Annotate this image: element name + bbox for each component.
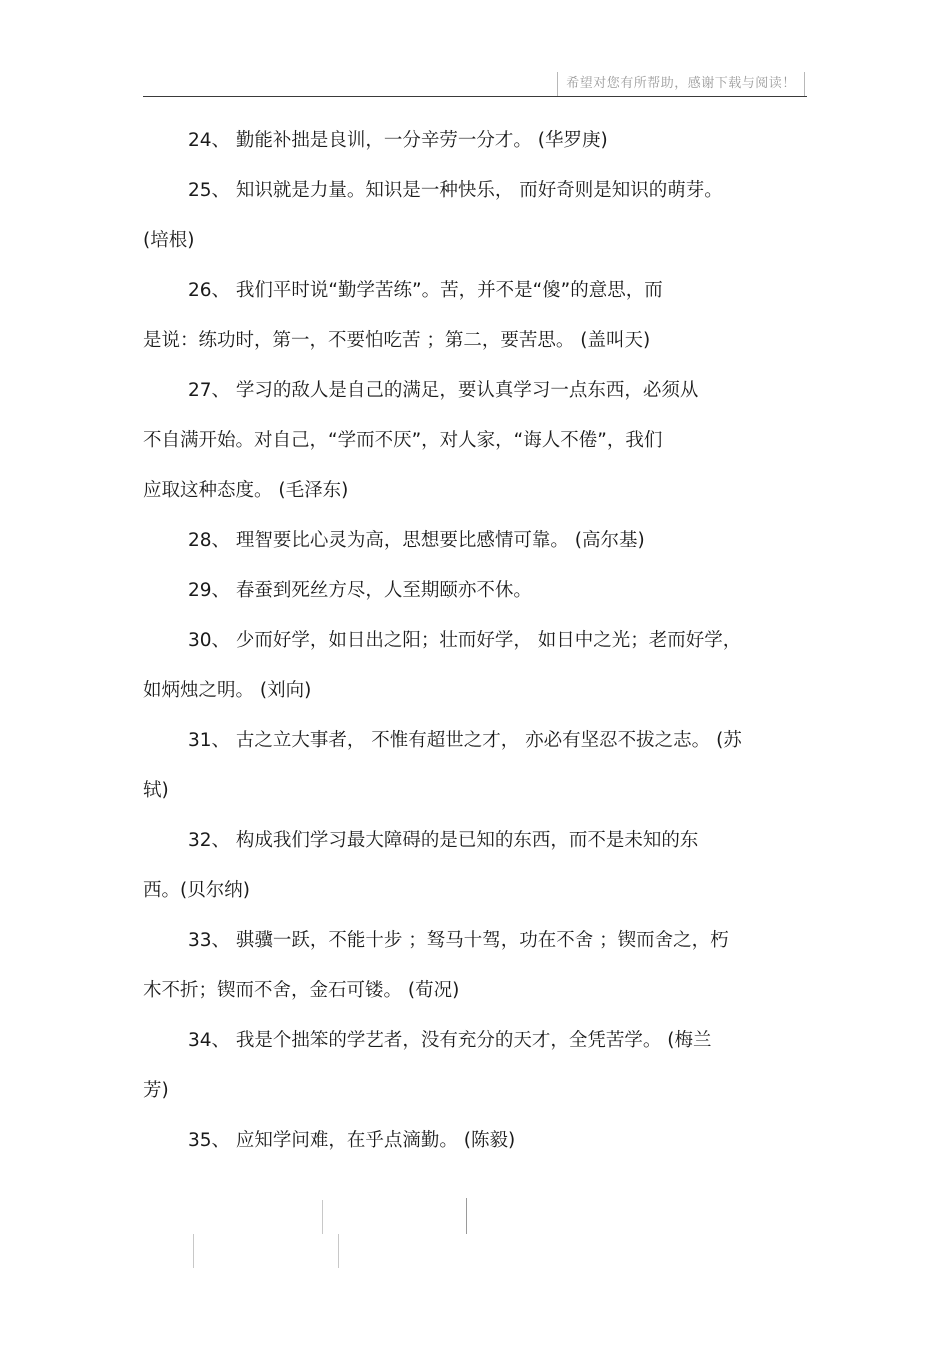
quote-entry [143, 366, 808, 516]
quote-first-line: 33、 骐骥一跃，不能十步 ；驽马十驾，功在不舍 ；锲而舍之，朽 [188, 930, 729, 951]
quote-first-line: 34、 我是个拙笨的学艺者，没有充分的天才，全凭苦学。 (梅兰 [188, 1030, 712, 1051]
quote-first-line: 30、 少而好学，如日出之阳；壮而好学， 如日中之光；老而好学， [188, 630, 742, 651]
quote-entry [143, 916, 808, 1016]
quote-first-line: 29、 春蚕到死丝方尽，人至期颐亦不休。 [188, 580, 532, 601]
quote-first-line: 27、 学习的敌人是自己的满足，要认真学习一点东西，必须从 [188, 380, 699, 401]
quote-entry [143, 166, 808, 266]
quote-entry [143, 116, 808, 166]
scan-mark [466, 1198, 467, 1234]
quote-continuation-line: 不自满开始。对自己，“学而不厌”，对人家，“诲人不倦”，我们 [143, 430, 663, 451]
quote-continuation-line: 应取这种态度。 (毛泽东) [143, 480, 349, 501]
quote-first-line: 24、 勤能补拙是良训，一分辛劳一分才。 (华罗庚) [188, 130, 608, 151]
quote-entry [143, 1016, 808, 1116]
quote-continuation-line: 如炳烛之明。 (刘向) [143, 680, 312, 701]
header-note: 希望对您有所帮助，感谢下载与阅读！ [557, 72, 805, 96]
quote-list [143, 116, 808, 1166]
quote-first-line: 32、 构成我们学习最大障碍的是已知的东西，而不是未知的东 [188, 830, 699, 851]
quote-entry [143, 266, 808, 366]
scan-mark [322, 1200, 323, 1234]
quote-continuation-line: (培根) [143, 230, 195, 251]
quote-continuation-line: 西。(贝尔纳) [143, 880, 250, 901]
header-rule [143, 96, 807, 97]
quote-entry [143, 1116, 808, 1166]
quote-first-line: 35、 应知学问难，在乎点滴勤。 (陈毅) [188, 1130, 516, 1151]
quote-continuation-line: 木不折；锲而不舍，金石可镂。 (荀况) [143, 980, 460, 1001]
quote-first-line: 28、 理智要比心灵为高，思想要比感情可靠。 (高尔基) [188, 530, 645, 551]
quote-first-line: 25、 知识就是力量。知识是一种快乐， 而好奇则是知识的萌芽。 [188, 180, 723, 201]
quote-entry [143, 566, 808, 616]
quote-continuation-line: 芳) [143, 1080, 169, 1101]
quote-first-line: 26、 我们平时说“勤学苦练”。苦，并不是“傻”的意思，而 [188, 280, 663, 301]
quote-entry [143, 716, 808, 816]
quote-entry [143, 516, 808, 566]
quote-entry [143, 616, 808, 716]
quote-continuation-line: 轼) [143, 780, 169, 801]
scan-mark [193, 1234, 194, 1268]
quote-continuation-line: 是说：练功时，第一，不要怕吃苦 ；第二，要苦思。 (盖叫天) [143, 330, 651, 351]
scan-mark [338, 1234, 339, 1268]
quote-entry [143, 816, 808, 916]
quote-first-line: 31、 古之立大事者， 不惟有超世之才， 亦必有坚忍不拔之志。 (苏 [188, 730, 742, 751]
